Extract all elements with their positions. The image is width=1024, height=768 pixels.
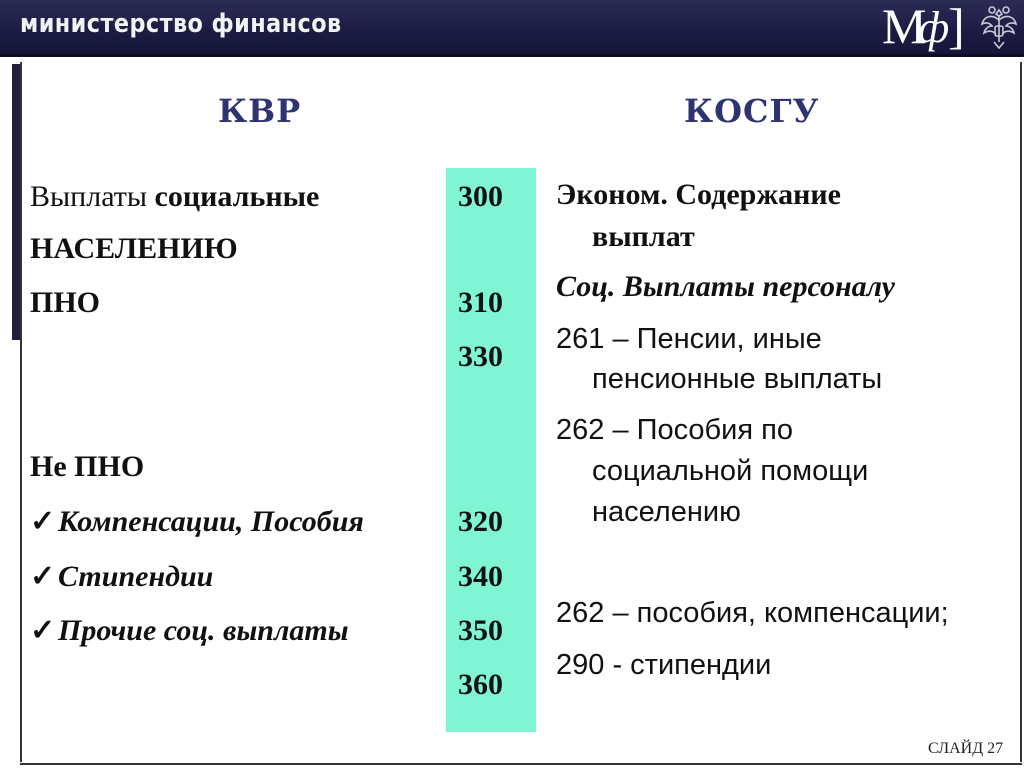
kvr-item-compensation-label: Компенсации, Пособия [58,505,364,538]
kvr-line-payments [30,180,319,214]
kosgu-262-line3: населению [592,496,741,528]
kosgu-262-line2: социальной помощи [592,455,869,487]
kvr-payments-plain: Выплаты [30,180,155,213]
logo-letter-m: М [882,0,927,54]
kosgu-heading: КОСГУ [684,92,820,130]
kvr-heading: КВР [218,92,302,130]
code-320: 320 [458,505,503,538]
logo-bracket: ] [948,0,965,54]
logo-letter-f: ф [918,3,950,52]
kvr-item-stipends-label: Стипендии [58,560,214,593]
frame-bottom-border [20,763,1022,765]
frame-right-border [1020,62,1022,762]
header-banner [0,0,1024,57]
kosgu-261-line2: пенсионные выплаты [592,363,883,395]
checkmark-icon: ✓ [30,505,56,538]
frame-left-border [20,62,22,762]
kvr-line-pno: ПНО [30,286,101,319]
kvr-item-stipends [30,560,213,594]
kosgu-staff-payments: Соц. Выплаты персоналу [556,270,895,303]
kosgu-262-benefits: 262 – пособия, компенсации; [556,597,949,629]
ministry-logo [882,2,974,52]
checkmark-icon: ✓ [30,560,56,593]
kvr-item-other-label: Прочие соц. выплаты [58,614,349,647]
kosgu-290-stipends: 290 - стипендии [556,649,772,681]
code-330: 330 [458,340,503,373]
code-350: 350 [458,614,503,647]
code-340: 340 [458,560,503,593]
code-360: 360 [458,668,503,701]
ministry-title: министерство финансов [20,9,342,39]
code-310: 310 [458,286,503,319]
kosgu-econ-content-2: выплат [592,220,695,253]
kosgu-econ-content-1: Эконом. Содержание [556,178,841,211]
slide-number: СЛАЙД 27 [928,740,1004,757]
kvr-line-not-pno: Не ПНО [30,450,145,483]
kvr-item-other [30,614,349,648]
kvr-item-compensation [30,505,364,539]
kvr-payments-bold: социальные [154,180,320,213]
checkmark-icon: ✓ [30,614,56,647]
code-300: 300 [458,180,503,213]
coat-of-arms-icon [978,4,1020,50]
kvr-line-population: НАСЕЛЕНИЮ [30,232,238,265]
kosgu-261-line1: 261 – Пенсии, иные [556,323,822,355]
kosgu-262-line1: 262 – Пособия по [556,414,793,446]
